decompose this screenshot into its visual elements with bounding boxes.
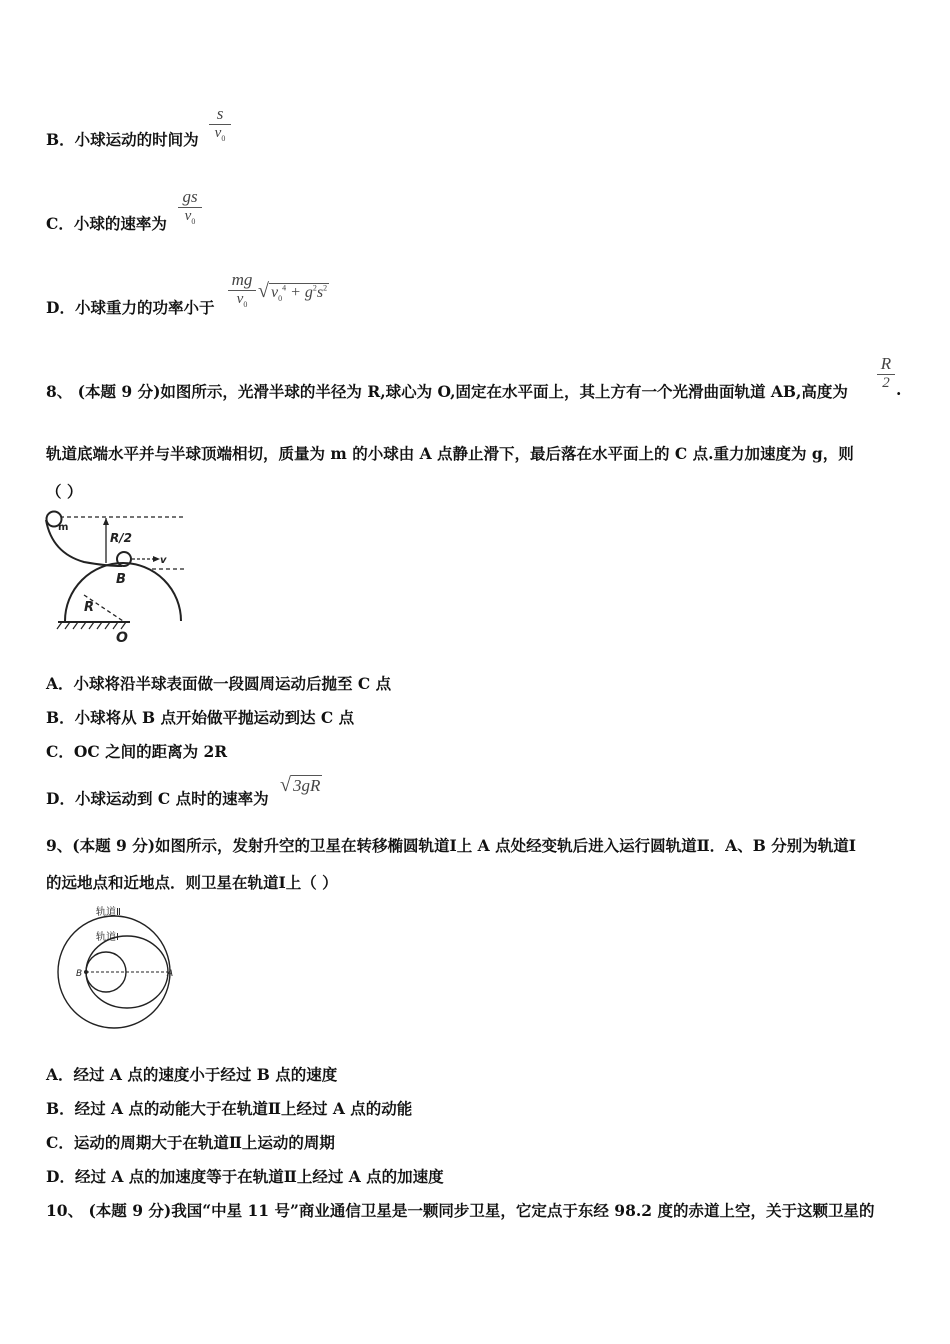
q8-option-d: D．小球运动到 C 点时的速率为: [46, 789, 269, 808]
fraction-numerator: s: [216, 104, 224, 123]
q9-option-c: C．运动的周期大于在轨道Ⅱ上运动的周期: [46, 1133, 335, 1152]
q9-stem-line-1: 9、(本题 9 分)如图所示，发射升空的卫星在转移椭圆轨道Ⅰ上 A 点处经变轨后进入运行圆轨道Ⅱ．A、B 分别为轨道Ⅰ: [46, 836, 856, 855]
q9-orbit-figure: [46, 902, 182, 1032]
q8-option-a: A．小球将沿半球表面做一段圆周运动后抛至 C 点: [46, 674, 392, 693]
label-m: m: [58, 522, 69, 533]
q8-option-d-sqrt: [280, 774, 322, 797]
point-b-dot: [84, 970, 88, 974]
label-b: B: [116, 572, 126, 587]
sqrt-sign: √: [258, 280, 269, 302]
q8-height-fraction: [877, 354, 895, 392]
sqrt-body: 3gR: [292, 776, 321, 795]
label-b: B: [76, 969, 83, 979]
fraction-denominator: $v_0$: [184, 208, 196, 226]
q7-option-d: D．小球重力的功率小于: [46, 298, 215, 317]
fraction-numerator: gs: [182, 187, 198, 206]
q8-stem-line-2: 轨道底端水平并与半球顶端相切，质量为 m 的小球由 A 点静止滑下，最后落在水平面上的 C 点.重力加速度为 g，则: [46, 444, 854, 463]
q8-period: .: [896, 380, 902, 399]
label-v: v: [160, 555, 167, 566]
q7-option-d-fraction: [228, 270, 256, 309]
label-r: R: [84, 600, 95, 615]
q9-option-b: B．经过 A 点的动能大于在轨道Ⅱ上经过 A 点的动能: [46, 1099, 413, 1118]
q7-option-c-fraction: [178, 187, 202, 226]
fraction-numerator: R: [880, 354, 892, 373]
fraction-denominator: $v_0$: [236, 291, 248, 309]
fraction-denominator: 2: [882, 375, 890, 391]
q7-option-c: C．小球的速率为: [46, 214, 167, 233]
fraction-denominator: $v_0$: [214, 125, 226, 143]
label-orbit-i: 轨道Ⅰ: [96, 932, 119, 943]
label-a: A: [167, 969, 174, 979]
label-o: O: [116, 630, 128, 646]
q8-answer-blank: （ ）: [46, 482, 83, 501]
sqrt-body: $v_0^4 + g^2s^2$: [270, 283, 328, 304]
q7-option-b: B．小球运动的时间为: [46, 130, 199, 149]
q7-option-d-sqrt: [258, 280, 329, 303]
q9-option-d: D．经过 A 点的加速度等于在轨道Ⅱ上经过 A 点的加速度: [46, 1167, 444, 1186]
q8-hemisphere-figure: [44, 508, 190, 646]
q7-option-b-fraction: [209, 104, 231, 143]
label-half-r: R/2: [110, 531, 132, 545]
q8-option-c: C．OC 之间的距离为 2R: [46, 742, 228, 761]
q9-stem-line-2: 的远地点和近地点．则卫星在轨道Ⅰ上（ ）: [46, 873, 338, 892]
label-orbit-ii: 轨道Ⅱ: [96, 907, 121, 918]
q8-stem-line-1: 8、 (本题 9 分)如图所示，光滑半球的半径为 R,球心为 O,固定在水平面上，其上方有一个光滑曲面轨道 AB,高度为: [46, 382, 848, 401]
q8-option-b: B．小球将从 B 点开始做平抛运动到达 C 点: [46, 708, 355, 727]
q9-option-a: A．经过 A 点的速度小于经过 B 点的速度: [46, 1065, 338, 1084]
q10-stem-line-1: 10、 (本题 9 分)我国“中星 11 号”商业通信卫星是一颗同步卫星，它定点于东经 98.2 度的赤道上空，关于这颗卫星的: [46, 1201, 875, 1220]
fraction-numerator: mg: [231, 270, 253, 289]
sqrt-sign: √: [280, 774, 291, 796]
